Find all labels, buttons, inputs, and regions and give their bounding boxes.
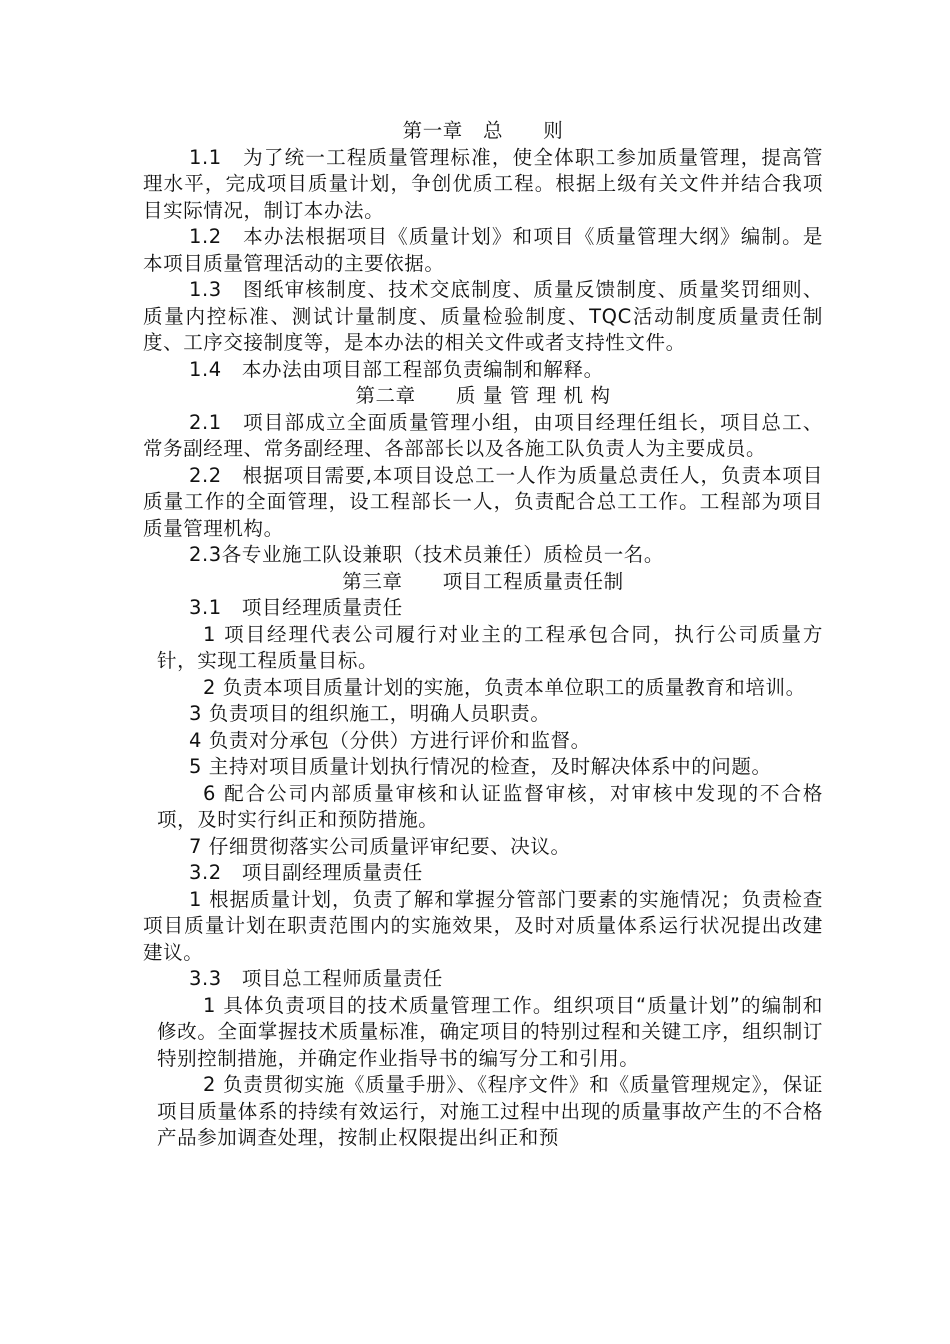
chapter-1-title: 第一章 总 则 (402, 119, 564, 142)
list-item: 3 负责项目的组织施工，明确人员职责。 (189, 702, 551, 725)
list-item: 5 主持对项目质量计划执行情况的检查，及时解决体系中的问题。 (189, 755, 772, 778)
list-item: 1 具体负责项目的技术质量管理工作。组织项目“质量计划”的编制和修改。全面掌握技术质量标准，确定项目的特别过程和关键工序，组织制订特别控制措施，并确定作业指导书的编写分工和引用。 (157, 993, 823, 1070)
list-item: 6 配合公司内部质量审核和认证监督审核，对审核中发现的不合格项，及时实行纠正和预防措施。 (157, 781, 823, 831)
clause-2-1: 2.1 项目部成立全面质量管理小组，由项目经理任组长，项目总工、常务副经理、常务副经理、各部部长以及各施工队负责人为主要成员。 (143, 410, 823, 460)
clause-1-3: 1.3 图纸审核制度、技术交底制度、质量反馈制度、质量奖罚细则、质量内控标准、测试计量制度、质量检验制度、TQC活动制度质量责任制度、工序交接制度等，是本办法的相关文件或者支持性文件。 (143, 278, 823, 354)
clause-1-2: 1.2 本办法根据项目《质量计划》和项目《质量管理大纲》编制。是本项目质量管理活动的主要依据。 (143, 225, 823, 275)
list-item: 7 仔细贯彻落实公司质量评审纪要、决议。 (189, 834, 571, 858)
document-page (143, 118, 823, 1152)
chapter-3-title: 第三章 项目工程质量责任制 (342, 569, 624, 593)
chapter-2-title: 第二章 质 量 管 理 机 构 (355, 384, 611, 407)
list-item: 1 项目经理代表公司履行对业主的工程承包合同，执行公司质量方针，实现工程质量目标。 (157, 622, 823, 672)
list-item: 2 负责贯彻实施《质量手册》、《程序文件》和《质量管理规定》，保证项目质量体系的持续有效运行，对施工过程中出现的质量事故产生的不合格产品参加调查处理，按制止权限提出纠正和预 (157, 1073, 823, 1149)
clause-1-1: 1.1 为了统一工程质量管理标准，使全体职工参加质量管理，提高管理水平，完成项目质量计划，争创优质工程。根据上级有关文件并结合我项目实际情况，制订本办法。 (143, 145, 823, 222)
section-3-3-heading: 3.3 项目总工程师质量责任 (189, 967, 443, 990)
section-3-1-heading: 3.1 项目经理质量责任 (189, 596, 403, 619)
clause-1-4: 1.4 本办法由项目部工程部负责编制和解释。 (189, 357, 604, 381)
list-item: 4 负责对分承包（分供）方进行评价和监督。 (189, 728, 591, 752)
list-item: 2 负责本项目质量计划的实施，负责本单位职工的质量教育和培训。 (203, 675, 806, 699)
clause-2-3: 2.3各专业施工队设兼职（技术员兼任）质检员一名。 (189, 543, 665, 566)
section-3-2-heading: 3.2 项目副经理质量责任 (189, 861, 423, 884)
clause-2-2: 2.2 根据项目需要,本项目设总工一人作为质量总责任人，负责本项目质量工作的全面管理，设工程部长一人，负责配合总工工作。工程部为项目质量管理机构。 (143, 463, 823, 540)
list-item: 1 根据质量计划，负责了解和掌握分管部门要素的实施情况；负责检查项目质量计划在职责范围内的实施效果，及时对质量体系运行状况提出改建建议。 (143, 887, 823, 964)
